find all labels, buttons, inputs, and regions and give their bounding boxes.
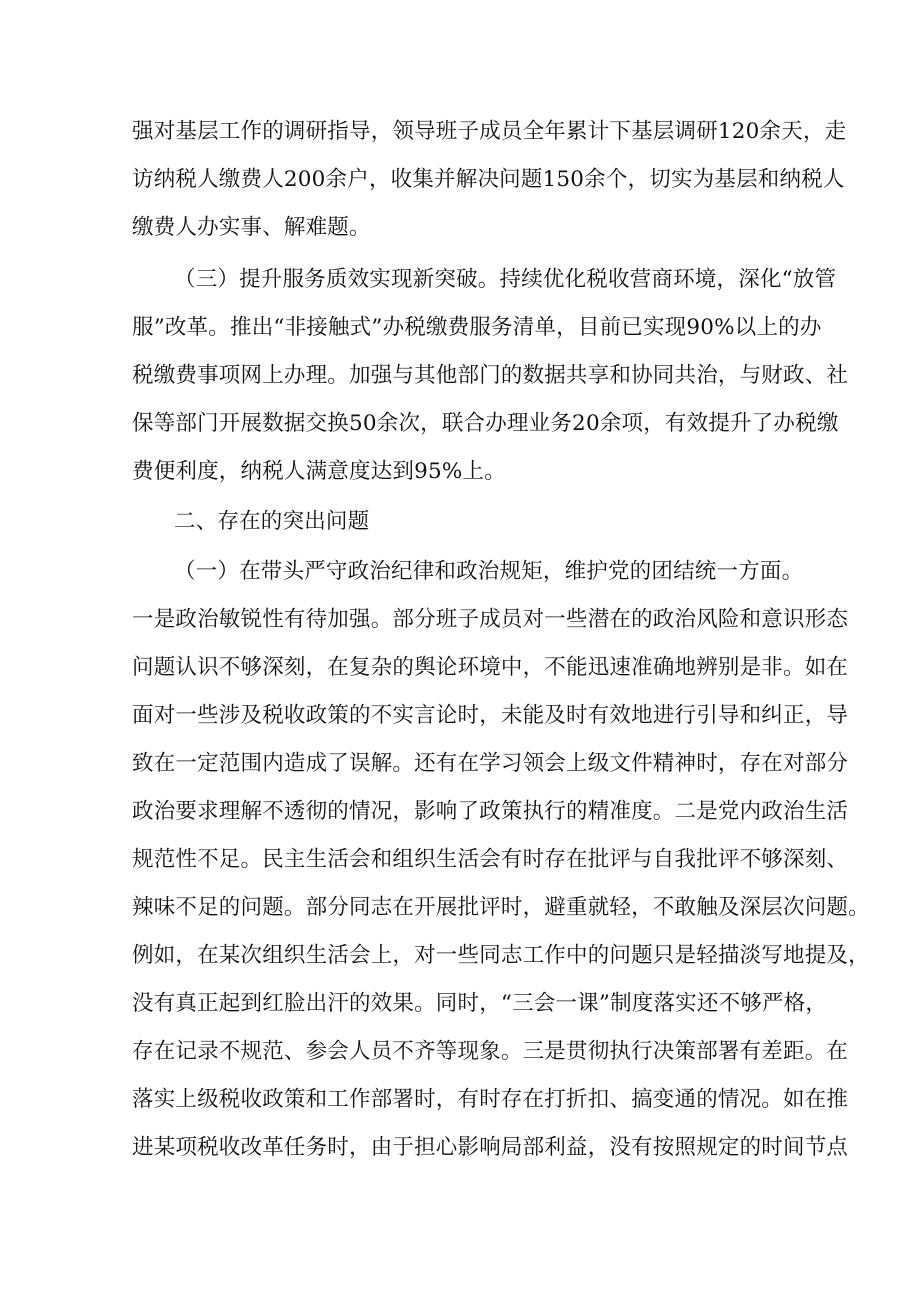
paragraph-line: 没有真正起到红脸出汗的效果。同时，“三会一课”制度落实还不够严格，: [132, 991, 828, 1016]
paragraph-line: 缴费人办实事、解难题。: [132, 215, 371, 240]
paragraph-line: 面对一些涉及税收政策的不实言论时，未能及时有效地进行引导和纠正，导: [132, 703, 849, 728]
paragraph-line: 进某项税收改革任务时，由于担心影响局部利益，没有按照规定的时间节点: [132, 1135, 849, 1160]
paragraph-line: 访纳税人缴费人200余户，收集并解决问题150余个，切实为基层和纳税人: [132, 167, 845, 192]
paragraph-line: 服”改革。推出“非接触式”办税缴费服务清单，目前已实现90%以上的办: [132, 315, 822, 340]
paragraph-line: 政治要求理解不透彻的情况，影响了政策执行的精准度。二是党内政治生活: [132, 799, 849, 824]
paragraph-line: 费便利度，纳税人满意度达到95%上。: [132, 459, 506, 484]
paragraph-line: 落实上级税收政策和工作部署时，有时存在打折扣、搞变通的情况。如在推: [132, 1087, 849, 1112]
paragraph-line: 一是政治敏锐性有待加强。部分班子成员对一些潜在的政治风险和意识形态: [132, 607, 849, 632]
paragraph-line: 强对基层工作的调研指导，领导班子成员全年累计下基层调研120余天，走: [132, 119, 847, 144]
paragraph-line: 存在记录不规范、参会人员不齐等现象。三是贯彻执行决策部署有差距。在: [132, 1039, 849, 1064]
paragraph-line: 例如，在某次组织生活会上，对一些同志工作中的问题只是轻描淡写地提及，: [132, 943, 870, 968]
section-heading: 二、存在的突出问题: [174, 509, 370, 534]
paragraph-line: 辣味不足的问题。部分同志在开展批评时，避重就轻，不敢触及深层次问题。: [132, 895, 870, 920]
paragraph-line: 规范性不足。民主生活会和组织生活会有时存在批评与自我批评不够深刻、: [132, 847, 849, 872]
subsection-heading: （一）在带头严守政治纪律和政治规矩，维护党的团结统一方面。: [174, 559, 804, 584]
paragraph-line: 保等部门开展数据交换50余次，联合办理业务20余项，有效提升了办税缴: [132, 411, 839, 436]
paragraph-line: 问题认识不够深刻，在复杂的舆论环境中，不能迅速准确地辨别是非。如在: [132, 655, 849, 680]
paragraph-line: 致在一定范围内造成了误解。还有在学习领会上级文件精神时，存在对部分: [132, 751, 849, 776]
paragraph-line: （三）提升服务质效实现新突破。持续优化税收营商环境，深化“放管: [174, 267, 837, 292]
paragraph-line: 税缴费事项网上办理。加强与其他部门的数据共享和协同共治，与财政、社: [132, 363, 849, 388]
